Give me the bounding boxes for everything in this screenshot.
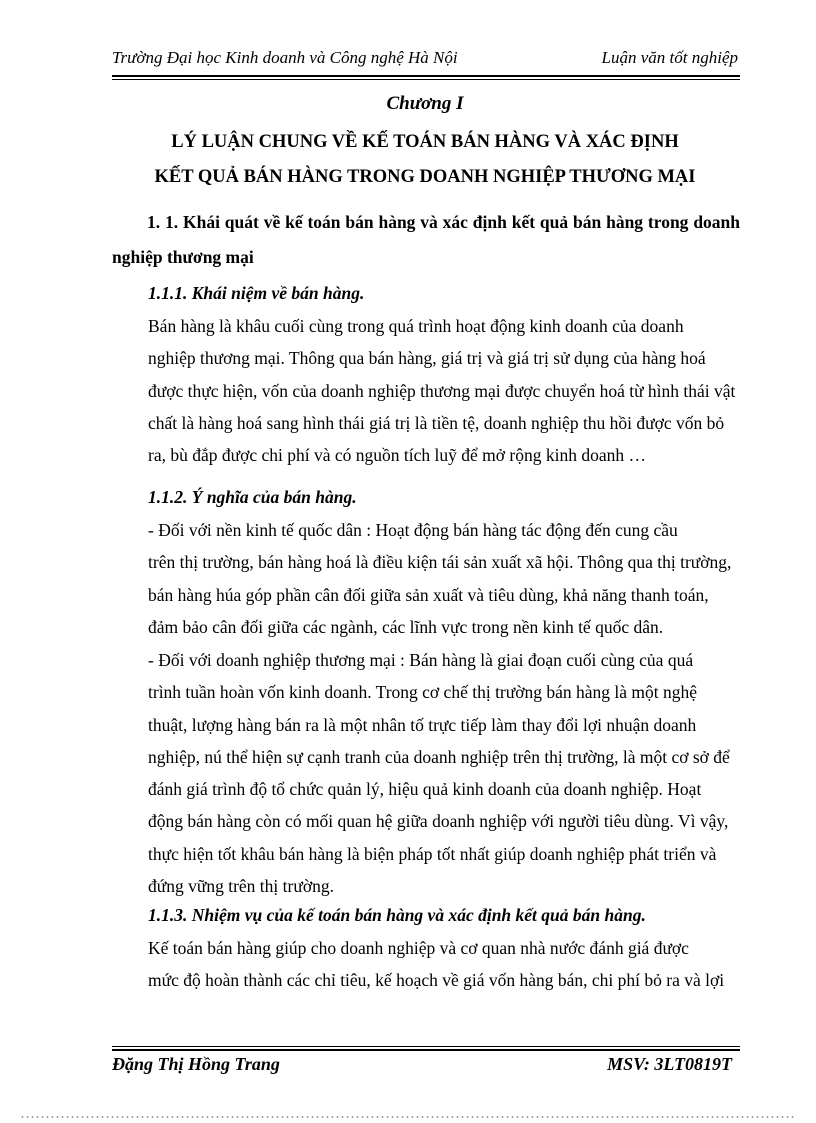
paragraph-line: nghiệp, nú thể hiện sự cạnh tranh của doanh nghiệp trên thị trường, là một cơ sở để (148, 746, 730, 767)
paragraph-line: thực hiện tốt khâu bán hàng là biện pháp tốt nhất giúp doanh nghiệp phát triển và (148, 843, 717, 864)
paragraph-line: thuật, lượng hàng bán ra là một nhân tố trực tiếp làm thay đổi lợi nhuận doanh (148, 714, 697, 735)
page-bottom-dotted-border (20, 1116, 796, 1118)
section-1-1-2-paragraph-national (112, 514, 740, 643)
chapter-title-line1: LÝ LUẬN CHUNG VỀ KẾ TOÁN BÁN HÀNG VÀ XÁC ĐỊNH (171, 132, 679, 152)
paragraph-line: chất là hàng hoá sang hình thái giá trị là tiền tệ, doanh nghiệp thu hồi được vốn bỏ (148, 412, 725, 433)
header-doc-type: Luận văn tốt nghiệp (601, 48, 738, 67)
section-1-1-heading (112, 205, 740, 275)
paragraph-line: động bán hàng còn có mối quan hệ giữa doanh nghiệp với người tiêu dùng. Vì vậy, (148, 811, 729, 832)
header-rule (112, 75, 740, 77)
paragraph-line: nghiệp thương mại. Thông qua bán hàng, giá trị và giá trị sử dụng của hàng hoá (148, 348, 706, 369)
paragraph-line: bán hàng húa góp phần cân đối giữa sản xuất và tiêu dùng, khả năng thanh toán, (148, 584, 709, 605)
section-1-1-1-heading: 1.1.1. Khái niệm về bán hàng. (148, 283, 365, 303)
footer-rule-thin (112, 1046, 740, 1047)
paragraph-line: Kế toán bán hàng giúp cho doanh nghiệp và cơ quan nhà nước đánh giá được (148, 938, 689, 958)
paragraph-line: đánh giá trình độ tổ chức quản lý, hiệu quả kinh doanh của doanh nghiệp. Hoạt (148, 779, 702, 800)
footer-rule (112, 1049, 740, 1051)
section-1-1-3-paragraph (112, 932, 740, 997)
section-1-1-heading-line2: doanh nghiệp thương mại (112, 212, 741, 267)
section-1-1-1-paragraph (112, 310, 740, 471)
paragraph-line: đứng vững trên thị trường. (148, 876, 334, 897)
footer-author: Đặng Thị Hồng Trang (112, 1054, 280, 1074)
header-rule-thin (112, 79, 740, 80)
section-1-1-2-heading: 1.1.2. Ý nghĩa của bán hàng. (148, 487, 357, 507)
page-header (112, 48, 738, 68)
paragraph-line: Bán hàng là khâu cuối cùng trong quá trình hoạt động kinh doanh của doanh (148, 316, 684, 336)
paragraph-line: đảm bảo cân đối giữa các ngành, các lĩnh vực trong nền kinh tế quốc dân. (148, 616, 664, 637)
paragraph-line: - Đối với nền kinh tế quốc dân : Hoạt động bán hàng tác động đến cung cầu (148, 520, 678, 540)
footer-student-id: MSV: 3LT0819T (607, 1054, 732, 1074)
chapter-title-line2: KẾT QUẢ BÁN HÀNG TRONG DOANH NGHIỆP THƯƠNG MẠI (154, 167, 696, 187)
section-1-1-3-heading: 1.1.3. Nhiệm vụ của kế toán bán hàng và xác định kết quả bán hàng. (148, 905, 646, 925)
page-footer (112, 1054, 732, 1075)
section-1-1-2-paragraph-enterprise (112, 644, 740, 902)
paragraph-line: trình tuần hoàn vốn kinh doanh. Trong cơ chế thị trường bán hàng là một nghệ (148, 682, 698, 703)
chapter-label: Chương I (386, 93, 464, 114)
paragraph-line: mức độ hoàn thành các chỉ tiêu, kế hoạch về giá vốn hàng bán, chi phí bỏ ra và lợi (148, 970, 725, 991)
header-school: Trường Đại học Kinh doanh và Công nghệ Hà Nội (112, 48, 458, 67)
paragraph-line: ra, bù đắp được chi phí và có nguồn tích luỹ để mở rộng kinh doanh … (148, 445, 646, 466)
section-1-1-heading-line1: 1. 1. Khái quát về kế toán bán hàng và xác định kết quả bán hàng trong (147, 212, 689, 232)
paragraph-line: - Đối với doanh nghiệp thương mại : Bán hàng là giai đoạn cuối cùng của quá (148, 650, 694, 670)
paragraph-line: trên thị trường, bán hàng hoá là điều kiện tái sản xuất xã hội. Thông qua thị trường, (148, 552, 732, 573)
paragraph-line: được thực hiện, vốn của doanh nghiệp thương mại được chuyển hoá từ hình thái vật (148, 380, 736, 401)
